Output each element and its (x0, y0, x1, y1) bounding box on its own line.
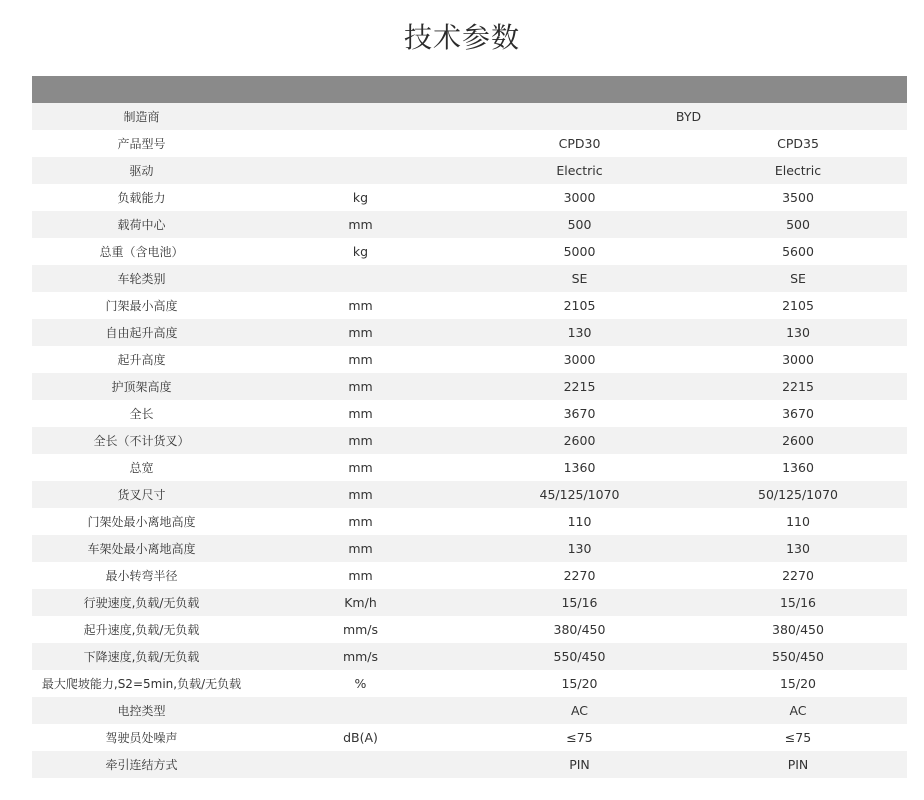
row-unit: mm (348, 460, 373, 475)
row-unit: mm (348, 379, 373, 394)
row-label: 驱动 (129, 164, 154, 178)
row-unit: mm/s (342, 649, 379, 664)
row-value-model-1: 15/20 (561, 676, 598, 691)
row-value-model-2: 2215 (782, 379, 814, 394)
table-body (32, 103, 907, 778)
row-value-model-1: Electric (556, 163, 603, 178)
table-row (32, 535, 907, 562)
row-value-model-1: 3670 (563, 406, 596, 421)
table-row (32, 616, 907, 643)
row-unit: % (354, 676, 367, 691)
row-value-model-1: 110 (567, 514, 592, 529)
table-row (32, 292, 907, 319)
table-row (32, 589, 907, 616)
row-value-model-1: 3000 (563, 190, 596, 205)
row-value-model-1: 380/450 (553, 622, 606, 637)
row-value-model-2: 3000 (782, 352, 814, 367)
page-title: 技术参数 (403, 21, 520, 54)
row-value-model-1: 1360 (563, 460, 596, 475)
row-label: 驾驶员处噪声 (105, 731, 178, 745)
row-value-model-2: 130 (786, 541, 810, 556)
row-label: 门架处最小离地高度 (87, 515, 196, 529)
row-label: 门架最小高度 (105, 299, 178, 313)
row-label: 起升高度 (117, 353, 166, 367)
row-label: 产品型号 (117, 137, 166, 151)
row-label: 起升速度,负载/无负载 (83, 623, 200, 637)
row-label: 全长（不计货叉） (93, 434, 190, 448)
row-value-model-1: 130 (567, 541, 592, 556)
row-label: 全长 (129, 407, 154, 421)
row-label: 载荷中心 (117, 218, 166, 232)
row-unit: mm (348, 325, 373, 340)
row-value-model-1: 2600 (563, 433, 596, 448)
row-unit: mm (348, 352, 373, 367)
row-value-model-1: ≤75 (566, 730, 593, 745)
row-unit: mm (348, 514, 373, 529)
row-value-model-2: SE (790, 271, 806, 286)
table-row (32, 751, 907, 778)
row-value-model-1: 550/450 (553, 649, 606, 664)
row-value-model-2: 2105 (782, 298, 814, 313)
row-label: 最小转弯半径 (105, 569, 178, 583)
row-value-model-1: AC (570, 703, 589, 718)
table-row (32, 400, 907, 427)
row-value-model-2: 110 (786, 514, 810, 529)
row-value-model-2: 2600 (782, 433, 814, 448)
table-row (32, 130, 907, 157)
row-value-model-1: PIN (569, 757, 590, 772)
row-value-model-2: 550/450 (772, 649, 824, 664)
row-label: 电控类型 (117, 704, 166, 718)
row-value-model-1: 15/16 (561, 595, 598, 610)
row-unit: dB(A) (343, 730, 378, 745)
table-row (32, 211, 907, 238)
row-value-merged: BYD (675, 109, 702, 124)
table-row (32, 157, 907, 184)
row-label: 牵引连结方式 (105, 758, 178, 772)
row-value-model-2: 3670 (782, 406, 814, 421)
row-label: 总宽 (129, 461, 154, 475)
row-value-model-2: 2270 (782, 568, 814, 583)
row-label: 护顶架高度 (111, 380, 172, 394)
row-unit: mm (348, 433, 373, 448)
row-value-model-2: 50/125/1070 (758, 487, 838, 502)
row-label: 车轮类别 (117, 272, 166, 286)
table-header-bar (32, 76, 907, 103)
row-label: 行驶速度,负载/无负载 (83, 596, 200, 610)
row-value-model-2: PIN (787, 757, 809, 772)
row-label: 最大爬坡能力,S2=5min,负载/无负载 (41, 677, 242, 691)
table-row (32, 643, 907, 670)
row-unit: kg (352, 190, 369, 205)
table-row (32, 670, 907, 697)
row-label: 货叉尺寸 (117, 488, 166, 502)
row-value-model-2: 3500 (782, 190, 814, 205)
table-row (32, 454, 907, 481)
row-unit: mm (348, 487, 373, 502)
row-label: 制造商 (123, 110, 160, 124)
row-value-model-2: AC (789, 703, 807, 718)
row-value-model-1: 2270 (563, 568, 596, 583)
table-row (32, 238, 907, 265)
row-unit: Km/h (344, 595, 377, 610)
row-value-model-1: 2105 (563, 298, 596, 313)
row-unit: mm (348, 541, 373, 556)
row-value-model-1: CPD30 (558, 136, 601, 151)
table-row (32, 481, 907, 508)
row-value-model-1: SE (571, 271, 588, 286)
row-label: 负载能力 (117, 191, 166, 205)
row-unit: mm (348, 217, 373, 232)
table-row (32, 346, 907, 373)
row-value-model-2: 15/16 (779, 595, 817, 610)
row-unit: mm (348, 568, 373, 583)
row-value-model-2: 15/20 (779, 676, 817, 691)
table-row (32, 562, 907, 589)
row-value-model-1: 3000 (563, 352, 596, 367)
row-value-model-2: 380/450 (772, 622, 824, 637)
row-value-model-2: ≤75 (784, 730, 812, 745)
row-value-model-1: 500 (567, 217, 592, 232)
row-value-model-2: Electric (774, 163, 822, 178)
row-value-model-1: 130 (567, 325, 592, 340)
row-value-model-2: 130 (786, 325, 810, 340)
table-row (32, 508, 907, 535)
row-unit: mm/s (342, 622, 379, 637)
row-value-model-2: 5600 (782, 244, 814, 259)
row-value-model-1: 2215 (563, 379, 596, 394)
row-label: 总重（含电池） (99, 245, 184, 259)
table-row (32, 427, 907, 454)
table-row (32, 373, 907, 400)
row-unit: mm (348, 298, 373, 313)
table-row (32, 265, 907, 292)
table-row (32, 724, 907, 751)
row-value-model-2: 500 (786, 217, 810, 232)
table-row (32, 697, 907, 724)
row-value-model-1: 5000 (563, 244, 596, 259)
row-value-model-1: 45/125/1070 (539, 487, 620, 502)
table-row (32, 184, 907, 211)
row-unit: kg (352, 244, 369, 259)
row-unit: mm (348, 406, 373, 421)
spec-table (32, 76, 907, 778)
table-row (32, 319, 907, 346)
row-value-model-2: CPD35 (777, 136, 819, 151)
row-label: 车架处最小离地高度 (87, 542, 196, 556)
row-value-model-2: 1360 (782, 460, 814, 475)
table-row-maker (32, 103, 907, 130)
row-label: 下降速度,负载/无负载 (83, 650, 200, 664)
row-label: 自由起升高度 (105, 326, 178, 340)
